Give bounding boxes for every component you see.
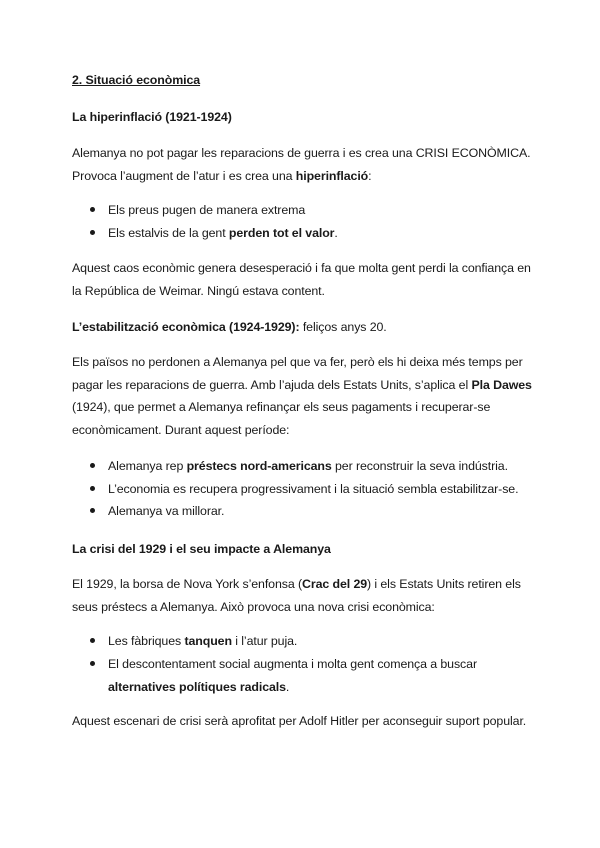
text-run: Els estalvis de la gent <box>108 225 229 240</box>
text-run: : <box>368 168 372 183</box>
bold-term: alternatives polítiques radicals <box>108 679 286 694</box>
paragraph-stabilization <box>72 351 542 441</box>
paragraph-crisis-conclusion: Aquest escenari de crisi serà aprofitat per Adolf Hitler per aconseguir suport popular. <box>72 714 527 728</box>
text-run: . <box>334 225 338 240</box>
bold-term: Pla Dawes <box>471 377 532 392</box>
list-item <box>72 653 542 699</box>
heading-hyperinflation: La hiperinflació (1921-1924) <box>72 110 232 124</box>
list-item <box>72 199 542 222</box>
paragraph-crisis-1929 <box>72 573 542 618</box>
list-item <box>72 630 542 653</box>
bold-term: Crac del 29 <box>302 577 368 591</box>
section-title: 2. Situació econòmica <box>72 73 201 87</box>
text-run: El descontentament social augmenta i molta gent comença a buscar <box>108 656 477 671</box>
text-run: ) i els Estats Units retiren els seus préstecs a Alemanya. Això provoca una nova crisi econòmica: <box>72 577 521 614</box>
bullet-list-crisis <box>72 630 542 699</box>
bullet-list-stabilization <box>72 455 542 523</box>
text-run: Alemanya no pot pagar les reparacions de guerra i es crea una CRISI ECONÒMICA. Provoca l’augment de l’atur i es crea una <box>72 146 531 183</box>
heading-stabilization <box>72 316 542 339</box>
bold-term: préstecs nord-americans <box>186 459 332 473</box>
paragraph-hyperinflation-consequence: Aquest caos econòmic genera desesperació i fa que molta gent perdi la confiança en la República de Weimar. Ningú estava content. <box>72 261 531 298</box>
heading-bold: L’estabilització econòmica (1924-1929): <box>72 320 300 334</box>
text-run: El 1929, la borsa de Nova York s’enfonsa ( <box>72 577 302 591</box>
text-run: feliços anys 20. <box>299 320 387 334</box>
bold-term: hiperinflació <box>295 168 369 183</box>
text-run: per reconstruir la seva indústria. <box>331 459 508 473</box>
paragraph-hyperinflation-intro <box>72 142 542 187</box>
bold-term: perden tot el valor <box>228 225 335 240</box>
list-item <box>72 500 542 523</box>
text-run: Els preus pugen de manera extrema <box>108 203 306 217</box>
text-run: Alemanya va millorar. <box>108 504 225 518</box>
list-item <box>72 478 542 501</box>
text-run: Les fàbriques <box>108 634 185 648</box>
heading-crisis-1929: La crisi del 1929 i el seu impacte a Alemanya <box>72 542 331 556</box>
text-run: (1924), que permet a Alemanya refinançar els seus pagaments i recuperar-se econòmicament. Durant aquest període: <box>72 400 491 437</box>
list-item <box>72 455 542 478</box>
text-run: Alemanya rep <box>108 459 187 473</box>
text-run: . <box>285 679 290 694</box>
text-run: Els països no perdonen a Alemanya pel que va fer, però els hi deixa més temps per pagar les reparacions de guerra. Amb l’ajuda dels Estats Units, s’aplica el <box>72 355 523 392</box>
list-item <box>72 222 542 245</box>
bold-term: tanquen <box>184 634 232 648</box>
text-run: L’economia es recupera progressivament i la situació sembla estabilitzar-se. <box>108 481 519 496</box>
bullet-list-hyperinflation <box>72 199 542 244</box>
text-run: i l’atur puja. <box>231 634 298 648</box>
